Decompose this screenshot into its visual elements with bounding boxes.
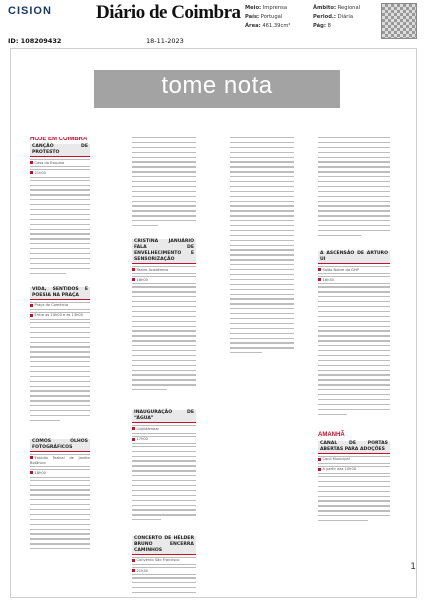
kicker-tomorrow: AMANHÃ <box>318 432 345 439</box>
event-venue: Estúdio Teatral de Jardim Botânico <box>30 454 90 467</box>
event-time: 21h30 <box>132 567 196 575</box>
location-icon <box>318 268 321 271</box>
event-venue: Salão Nobre do GHP <box>318 266 390 274</box>
section-title: CANÇÃO DE PROTESTO <box>32 144 88 156</box>
kicker-today: HOJE EM COIMBRA <box>30 137 88 142</box>
clipping-id: ID: 108209432 <box>8 37 62 45</box>
article-body <box>132 137 196 237</box>
event-venue: Praça do Comércio <box>30 302 90 310</box>
section-title: A ASCENSÃO DE ARTURO UI <box>320 251 388 262</box>
article-body <box>30 480 90 560</box>
section-title: COMOS OLHOS FOTOGRÁFICOS <box>32 439 88 451</box>
article-body <box>318 137 390 249</box>
event-time: A partir das 10h00 <box>318 466 390 474</box>
page-number: 1 <box>410 562 416 572</box>
article-body <box>318 286 390 431</box>
article-body <box>318 476 390 531</box>
article-body <box>132 577 196 597</box>
location-icon <box>30 304 33 307</box>
banner-title: tome nota <box>161 72 273 99</box>
meta-area: Área: 461,39cm² <box>245 23 291 29</box>
event-venue: Liquidâmbar <box>132 425 196 433</box>
location-icon <box>132 268 135 271</box>
event-time: 18h00 <box>30 469 90 477</box>
location-icon <box>30 161 33 164</box>
event-time: 21h00 <box>30 169 90 177</box>
event-time: 17h00 <box>132 436 196 444</box>
clock-icon <box>30 171 33 174</box>
column-3 <box>230 137 294 597</box>
location-icon <box>30 456 33 459</box>
event-venue: Convento São Francisco <box>132 557 196 565</box>
location-icon <box>132 559 135 562</box>
event-venue: Casa da Esquina <box>30 159 90 167</box>
meta-period: Period.: Diária <box>313 14 354 20</box>
clock-icon <box>132 278 135 281</box>
meta-scope: Âmbito: Regional <box>313 5 361 11</box>
section-title: CANAL DE PORTAS ABERTAS PARA ADOÇÕES <box>320 440 388 452</box>
clock-icon <box>132 569 135 572</box>
location-icon <box>318 458 321 461</box>
article-body <box>30 322 90 437</box>
publication-logo: Diário de Coimbra <box>96 2 241 23</box>
article-body <box>230 137 294 372</box>
clock-icon <box>318 468 321 471</box>
meta-country: País: Portugal <box>245 14 283 20</box>
section-title: INAUGURAÇÃO DE “ÁGUA” <box>134 410 194 422</box>
meta-medium: Meio: Imprensa <box>245 5 288 11</box>
meta-page: Pág: 8 <box>313 23 331 29</box>
section-title: CONCERTO DE HÉLDER BRUNO ENCERRA CAMINHOS <box>134 535 194 553</box>
column-4 <box>318 137 390 597</box>
section-title: VIDA, SENTIDOS E POESIA NA PRAÇA <box>32 286 88 298</box>
clipping-date: 18-11-2023 <box>146 37 184 45</box>
clock-icon <box>132 438 135 441</box>
event-time: 18h00 <box>132 276 196 284</box>
qr-code-icon <box>381 3 417 39</box>
event-time: Entre as 10h00 e as 13h00 <box>30 312 90 320</box>
column-2 <box>132 137 196 597</box>
clock-icon <box>30 471 33 474</box>
article-body <box>30 180 90 285</box>
article-body <box>132 446 196 534</box>
location-icon <box>132 427 135 430</box>
clock-icon <box>318 278 321 281</box>
section-title: CRISTINA JANUÁRIO FALA DE ENVELHECIMENTO E SENSORIZAÇÃO <box>134 239 194 262</box>
clock-icon <box>30 314 33 317</box>
event-venue: Teatro Académico <box>132 266 196 274</box>
cision-brand: CISION <box>8 5 52 17</box>
article-body <box>132 286 196 408</box>
event-time: 16h30 <box>318 276 390 284</box>
event-venue: Canil Municipal <box>318 456 390 464</box>
column-1 <box>30 137 90 597</box>
